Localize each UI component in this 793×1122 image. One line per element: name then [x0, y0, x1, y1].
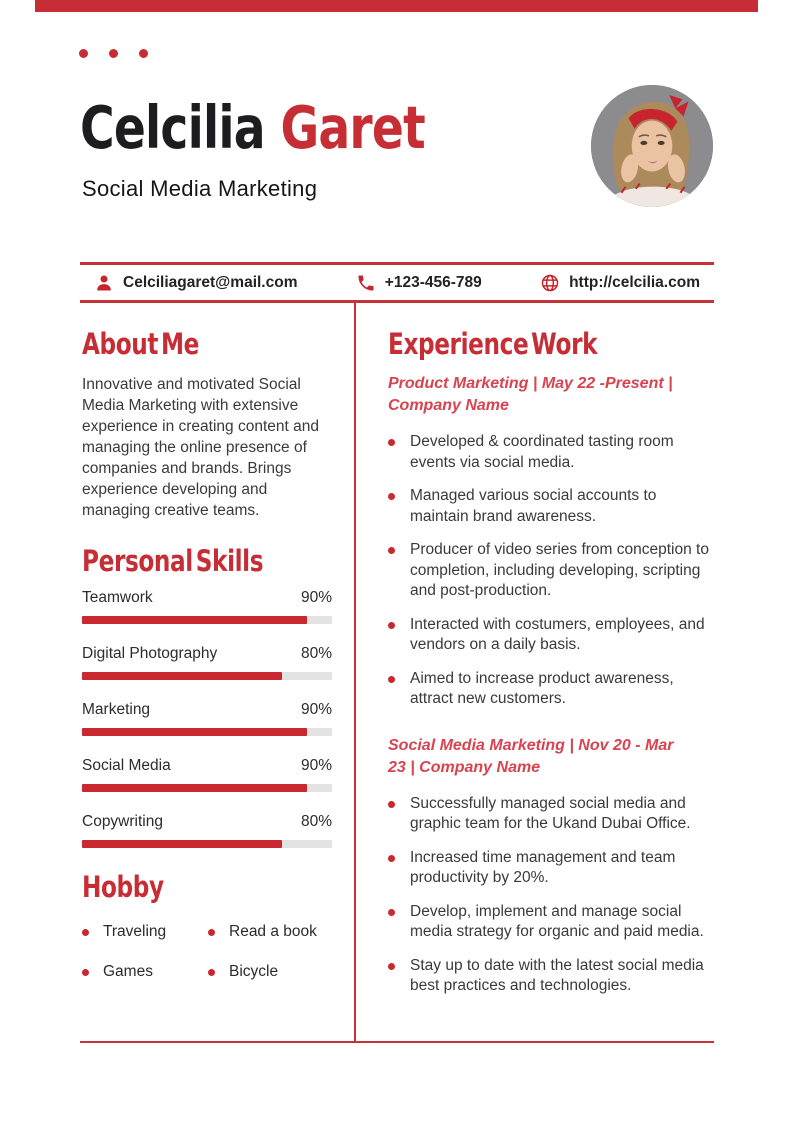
- skill-percent: 80%: [300, 645, 332, 662]
- skills-list: [82, 589, 332, 848]
- skill-label: Social Media: [82, 757, 171, 774]
- bullet-icon: [208, 969, 215, 976]
- hobby-heading: Hobby: [82, 870, 164, 904]
- contact-website-text: http://celcilia.com: [569, 273, 700, 291]
- bullet-icon: [388, 439, 395, 446]
- skill-item: [82, 589, 332, 624]
- skill-bar-track: [82, 616, 332, 624]
- job-bullet: [388, 540, 716, 602]
- contact-website: [540, 273, 700, 293]
- bullet-text: Developed & coordinated tasting room events via social media.: [410, 433, 674, 471]
- dot-icon: [109, 49, 118, 58]
- job-bullet: [388, 956, 716, 997]
- person-name: [80, 92, 425, 164]
- job-subtitle: Social Media Marketing: [82, 176, 318, 201]
- about-heading: About Me: [82, 327, 200, 361]
- hobby-item: [82, 963, 208, 981]
- job-entry: [388, 735, 716, 997]
- contact-phone-text: +123-456-789: [384, 273, 482, 291]
- bullet-icon: [388, 855, 395, 862]
- bullet-icon: [388, 493, 395, 500]
- job-title: Product Marketing | May 22 -Present | Company Name: [388, 375, 673, 414]
- skills-heading: Personal Skills: [82, 544, 264, 578]
- skill-bar-track: [82, 840, 332, 848]
- bullet-text: Aimed to increase product awareness, attract new customers.: [410, 669, 674, 707]
- hobby-list: [82, 923, 332, 981]
- job-bullet: [388, 615, 716, 656]
- skill-bar-fill: [82, 616, 307, 624]
- last-name: Garet: [280, 93, 425, 162]
- bullet-text: Managed various social accounts to maintain brand awareness.: [410, 487, 657, 525]
- job-bullet: [388, 902, 716, 943]
- skill-bar-track: [82, 784, 332, 792]
- portrait-illustration: [591, 85, 713, 207]
- job-bullets: [388, 432, 716, 710]
- job-entry: [388, 373, 716, 710]
- skill-bar-fill: [82, 784, 307, 792]
- bullet-icon: [82, 969, 89, 976]
- bullet-text: Increased time management and team productivity by 20%.: [410, 848, 676, 886]
- bullet-text: Develop, implement and manage social media strategy for organic and paid media.: [410, 902, 704, 940]
- bullet-icon: [208, 929, 215, 936]
- decoration-dots: [79, 49, 148, 58]
- skill-bar-fill: [82, 728, 307, 736]
- contact-bar: [80, 262, 714, 303]
- top-accent-bar: [35, 0, 758, 12]
- bullet-text: Interacted with costumers, employees, and vendors on a daily basis.: [410, 615, 705, 653]
- job-bullets: [388, 794, 716, 997]
- skill-item: [82, 645, 332, 680]
- left-column: [82, 302, 332, 981]
- contact-email: [94, 273, 298, 293]
- skill-label: Marketing: [82, 701, 151, 718]
- skill-item: [82, 701, 332, 736]
- hobby-item: [82, 923, 208, 941]
- job-bullet: [388, 432, 716, 473]
- job-bullet: [388, 848, 716, 889]
- bullet-text: Successfully managed social media and graphic team for the Ukand Dubai Office.: [410, 794, 691, 832]
- skill-percent: 80%: [300, 813, 332, 830]
- bullet-icon: [388, 622, 395, 629]
- skill-percent: 90%: [300, 701, 332, 718]
- bullet-icon: [388, 547, 395, 554]
- skill-bar-fill: [82, 672, 282, 680]
- job-bullet: [388, 794, 716, 835]
- job-bullet: [388, 669, 716, 710]
- hobby-item: [208, 963, 332, 981]
- phone-icon: [356, 273, 376, 293]
- skill-bar-track: [82, 728, 332, 736]
- person-icon: [94, 273, 114, 293]
- skill-percent: 90%: [300, 589, 332, 606]
- hobby-item: [208, 923, 332, 941]
- skill-label: Copywriting: [82, 813, 163, 830]
- hobby-label: Bicycle: [229, 963, 279, 980]
- hobby-label: Games: [103, 963, 153, 980]
- first-name: Celcilia: [80, 93, 265, 162]
- profile-photo: [591, 85, 713, 207]
- hobby-label: Traveling: [103, 923, 167, 940]
- globe-icon: [540, 273, 560, 293]
- skill-item: [82, 757, 332, 792]
- job-title: Social Media Marketing | Nov 20 - Mar 23 | Company Name: [388, 736, 674, 776]
- job-bullet: [388, 486, 716, 527]
- bullet-text: Producer of video series from conception to completion, including developing, scripting and post-production.: [410, 541, 709, 599]
- skill-bar-fill: [82, 840, 282, 848]
- experience-jobs: [388, 373, 716, 997]
- skill-item: [82, 813, 332, 848]
- skill-percent: 90%: [300, 757, 332, 774]
- dot-icon: [139, 49, 148, 58]
- skill-bar-track: [82, 672, 332, 680]
- about-text: Innovative and motivated Social Media Marketing with extensive experience in creating content and managing the online presence of companies and brands. Brings experience developing and managing creative teams.: [82, 376, 319, 519]
- bullet-text: Stay up to date with the latest social media best practices and technologies.: [410, 956, 704, 994]
- bullet-icon: [388, 963, 395, 970]
- bullet-icon: [82, 929, 89, 936]
- dot-icon: [79, 49, 88, 58]
- skill-label: Digital Photography: [82, 645, 218, 662]
- contact-phone: [356, 273, 482, 293]
- column-divider: [354, 302, 356, 1041]
- right-column: [388, 302, 716, 1010]
- bullet-icon: [388, 801, 395, 808]
- experience-heading: Experience Work: [388, 327, 598, 361]
- hobby-label: Read a book: [229, 923, 317, 940]
- bottom-rule: [80, 1041, 714, 1043]
- skill-label: Teamwork: [82, 589, 153, 606]
- bullet-icon: [388, 909, 395, 916]
- bullet-icon: [388, 676, 395, 683]
- contact-email-text: Celciliagaret@mail.com: [123, 273, 298, 291]
